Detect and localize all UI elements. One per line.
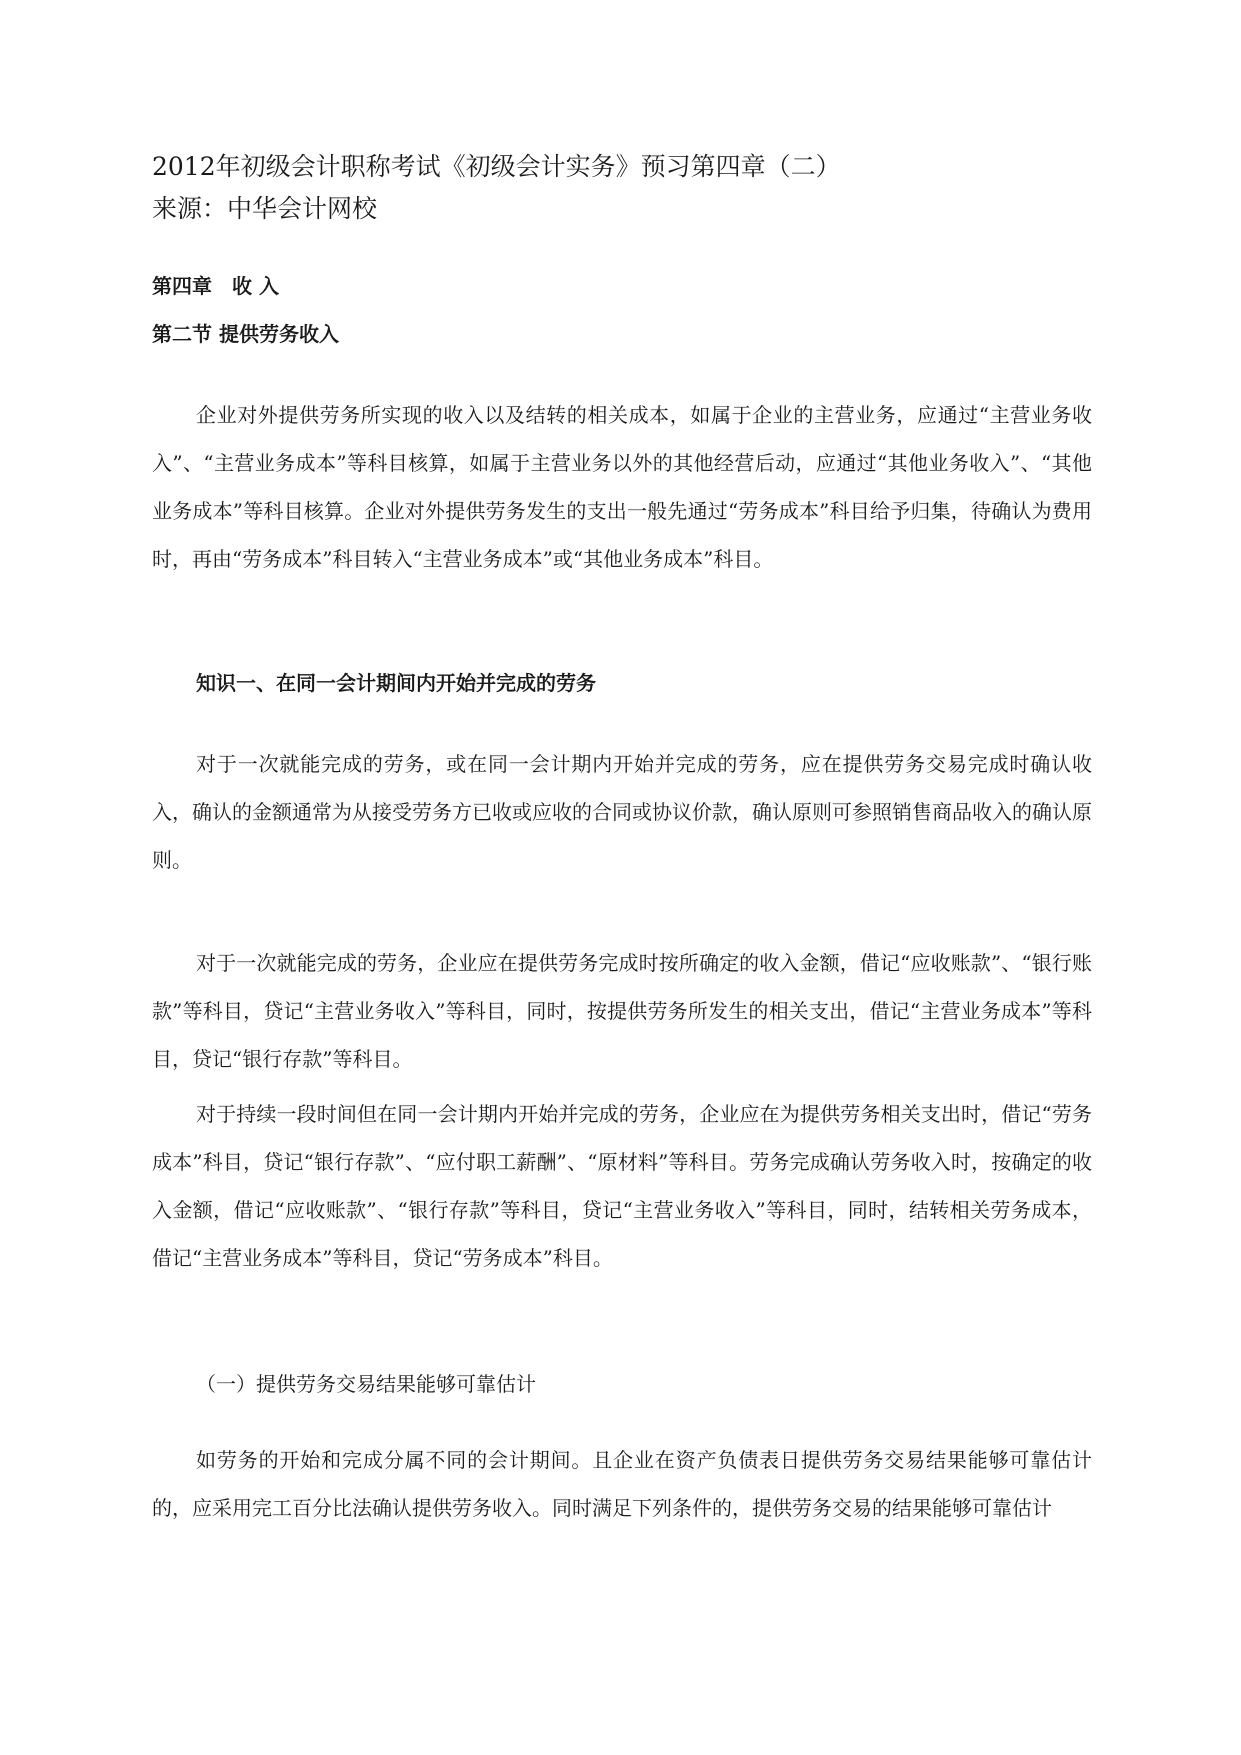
section-heading: 第二节 提供劳务收入: [152, 322, 339, 346]
paragraph-one-time-service: 对于一次就能完成的劳务，或在同一会计期内开始并完成的劳务，应在提供劳务交易完成时确认收入，确认的金额通常为从接受劳务方已收或应收的合同或协议价款，确认原则可参照销售商品收入的确认原则。: [152, 752, 1092, 872]
document-title: 2012年初级会计职称考试《初级会计实务》预习第四章（二）: [152, 152, 841, 181]
paragraph-intro: 企业对外提供劳务所实现的收入以及结转的相关成本，如属于企业的主营业务，应通过“主营业务收入”、“主营业务成本”等科目核算，如属于主营业务以外的其他经营后动，应通过“其他业务收入”、“其他业务成本”等科目核算。企业对外提供劳务发生的支出一般先通过“劳务成本”科目给予归集，待确认为费用时，再由“劳务成本”科目转入“主营业务成本”或“其他业务成本”科目。: [152, 403, 1092, 571]
paragraph-continuous-service: 对于持续一段时间但在同一会计期内开始并完成的劳务，企业应在为提供劳务相关支出时，借记“劳务成本”科目，贷记“银行存款”、“应付职工薪酬”、“原材料”等科目。劳务完成确认劳务收入时，按确定的收入金额，借记“应收账款”、“银行存款”等科目，贷记“主营业务收入”等科目，同时，结转相关劳务成本，借记“主营业务成本”等科目，贷记“劳务成本”科目。: [152, 1102, 1092, 1270]
knowledge-heading: 知识一、在同一会计期间内开始并完成的劳务: [196, 671, 596, 695]
paragraph-percentage-completion: 如劳务的开始和完成分属不同的会计期间。且企业在资产负债表日提供劳务交易结果能够可靠估计的，应采用完工百分比法确认提供劳务收入。同时满足下列条件的，提供劳务交易的结果能够可靠估计: [152, 1448, 1092, 1520]
document-source: 来源：中华会计网校: [152, 194, 378, 223]
paragraph-one-time-entries: 对于一次就能完成的劳务，企业应在提供劳务完成时按所确定的收入金额，借记“应收账款”、“银行账款”等科目，贷记“主营业务收入”等科目，同时，按提供劳务所发生的相关支出，借记“主营业务成本”等科目，贷记“银行存款”等科目。: [152, 951, 1092, 1071]
subsection-heading: （一）提供劳务交易结果能够可靠估计: [196, 1372, 536, 1396]
chapter-heading: 第四章 收 入: [152, 274, 279, 298]
